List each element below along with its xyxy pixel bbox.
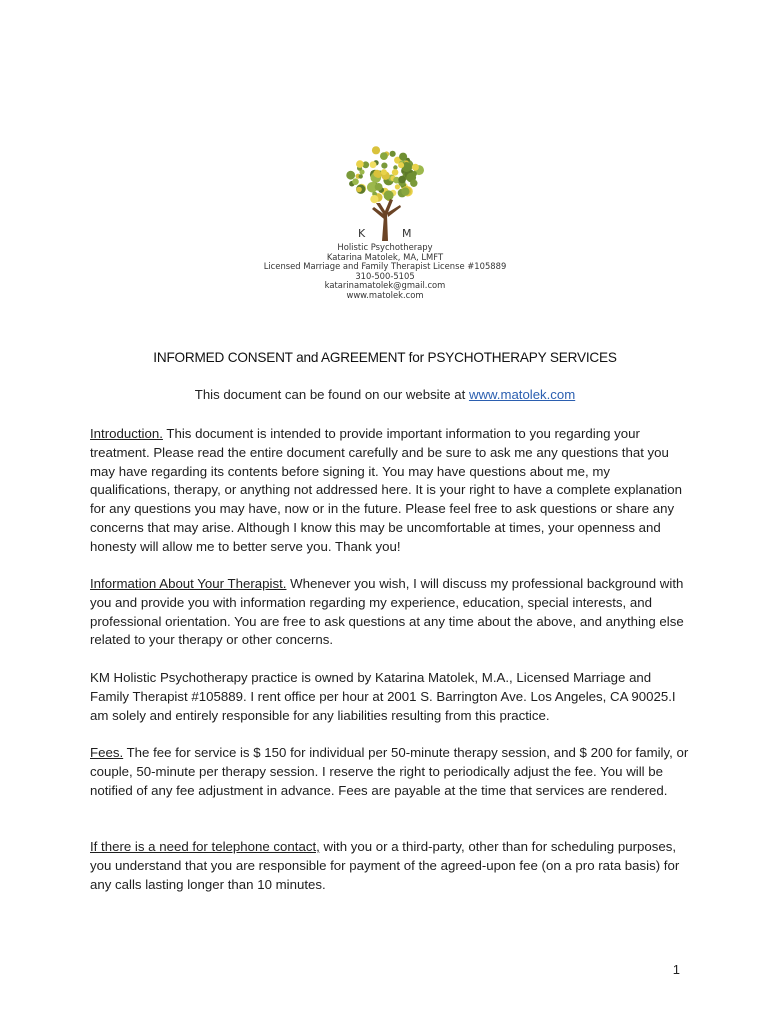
logo-initial-k: K (358, 227, 366, 240)
fees-heading: Fees. (90, 745, 124, 760)
tree-leaf (380, 152, 388, 160)
tree-leaf (359, 174, 363, 178)
practice-name: Holistic Psychotherapy (337, 242, 433, 252)
tree-leaf (373, 170, 380, 177)
tree-leaf (352, 178, 359, 185)
website-address: www.matolek.com (346, 289, 424, 300)
tree-leaf (381, 169, 387, 175)
tree-leaf (356, 160, 364, 168)
website-note (0, 387, 770, 402)
tree-trunk (376, 199, 393, 241)
letterhead (0, 243, 770, 301)
therapist-info-body: Whenever you wish, I will discuss my professional background with you and provide you with information regarding my experience, education, special interests, and professional orientation. You are free to ask questions at any time about the above, and anything else related to your therapy or other concerns. (90, 576, 684, 648)
telephone-heading: If there is a need for telephone contact, (90, 839, 320, 854)
email-address: katarinamatolek@gmail.com (324, 280, 446, 291)
license-line: Licensed Marriage and Family Therapist License #105889 (263, 261, 507, 272)
tree-leaf (381, 163, 387, 169)
fees-paragraph (90, 744, 690, 800)
tree-leaf (384, 190, 394, 200)
therapist-name: Katarina Matolek, MA, LMFT (326, 251, 444, 262)
tree-leaf (375, 183, 383, 191)
tree-leaf (370, 161, 377, 168)
tree-leaf (401, 187, 409, 195)
fees-body: The fee for service is $ 150 for individual per 50-minute therapy session, and $ 200 for family, or couple, 50-minute per therapy session. I reserve the right to periodically adjust the fee. You will be notified of any fee adjustment in advance. Fees are payable at the time that services are rendered. (90, 745, 689, 798)
website-note-text: This document can be found on our website at (194, 387, 469, 402)
tree-leaf (346, 171, 355, 180)
introduction-heading: Introduction. (90, 426, 163, 441)
logo (0, 145, 770, 245)
therapist-info-heading: Information About Your Therapist. (90, 576, 287, 591)
document-title: INFORMED CONSENT and AGREEMENT for PSYCHOTHERAPY SERVICES (153, 350, 617, 365)
tree-leaf (392, 169, 399, 176)
introduction-body: This document is intended to provide important information to you regarding your treatment. Please read the entire document carefully and be sure to ask me any questions that you may have regarding its contents before signing it. You may have questions about me, my qualifications, therapy, or anything not addressed here. It is your right to have a complete explanation for any questions you may have, now or in the future. Please feel free to ask questions or share any concerns that may arise. Although I know this may be uncomfortable at times, your openness and honesty will allow me to better serve you. Thank you! (90, 426, 682, 554)
phone-number: 310-500-5105 (355, 270, 415, 281)
tree-logo-icon (330, 145, 440, 245)
tree-leaf (412, 164, 419, 171)
tree-leaf (372, 146, 380, 154)
telephone-body: with you or a third-party, other than for scheduling purposes, you understand that you are responsible for payment of the agreed-upon fee (on a pro rata basis) for any calls lasting longer than 10 minutes. (90, 839, 680, 892)
ownership-paragraph (90, 669, 690, 725)
tree-leaf (395, 184, 400, 189)
tree-leaf (412, 171, 417, 176)
therapist-info-paragraph (90, 575, 690, 650)
ownership-body: KM Holistic Psychotherapy practice is owned by Katarina Matolek, M.A., Licensed Marriage and Family Therapist #105889. I rent office per hour at 2001 S. Barrington Ave. Los Angeles, CA 90025.I am solely and entirely responsible for any liabilities resulting from this practice. (90, 670, 676, 723)
tree-leaf (370, 195, 378, 203)
page-number: 1 (672, 962, 680, 977)
logo-initial-m: M (402, 227, 412, 240)
introduction-paragraph (90, 425, 690, 557)
tree-leaf (398, 162, 404, 168)
tree-leaf (399, 153, 407, 161)
tree-leaf (356, 187, 362, 193)
tree-leaf (398, 176, 406, 184)
website-link[interactable]: www.matolek.com (468, 387, 576, 402)
telephone-paragraph (90, 838, 690, 894)
tree-leaf (390, 151, 396, 157)
tree-leaf (410, 180, 417, 187)
